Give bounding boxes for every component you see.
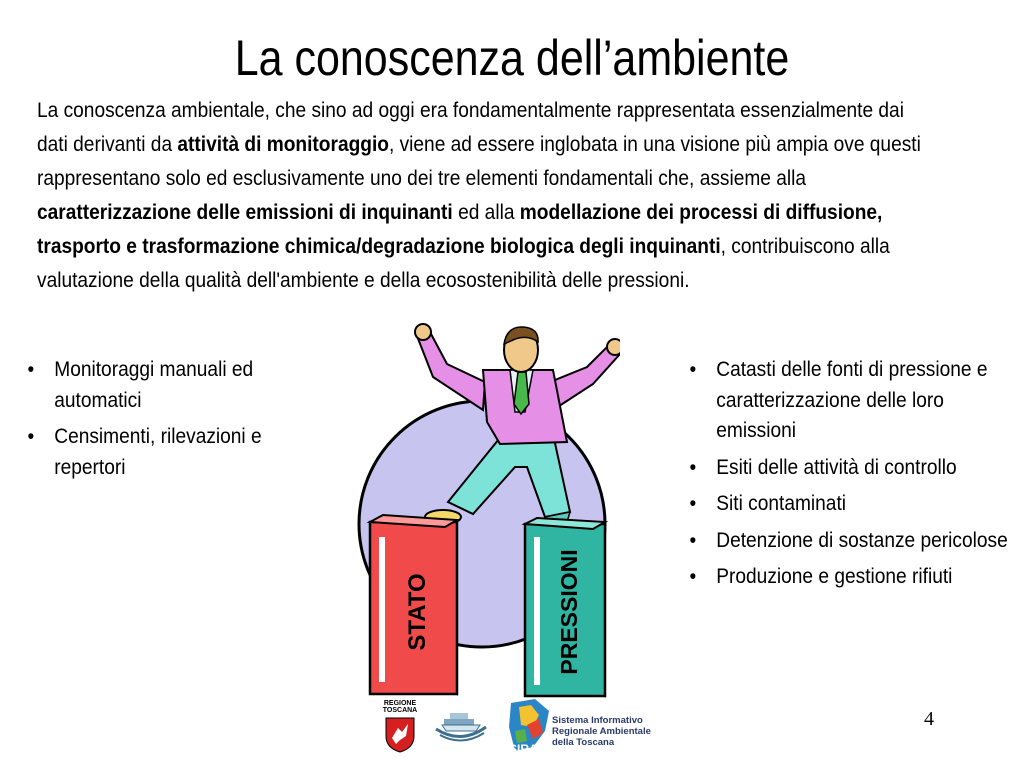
list-item: • Produzione e gestione rifiuti — [686, 561, 1015, 592]
intro-bold-emissioni: caratterizzazione delle emissioni di inquinanti — [37, 200, 453, 224]
sira-line-3: della Toscana — [552, 737, 615, 748]
intro-text-4: , contribuiscono alla valutazione della qualità dell'ambiente e della ecosostenibilità delle pressioni. — [37, 234, 890, 292]
man-left-arm — [417, 332, 485, 410]
stato-pillar — [370, 515, 457, 694]
ship-logo-icon — [432, 705, 490, 747]
left-bullet-list — [24, 354, 309, 488]
sira-mark: SIRA — [509, 742, 538, 756]
list-item: • Catasti delle fonti di pressione e caratterizzazione delle loro emissioni — [686, 354, 1015, 446]
list-item: • Monitoraggi manuali ed automatici — [24, 354, 309, 415]
list-item: • Censimenti, rilevazioni e repertori — [24, 421, 309, 482]
left-hand — [415, 324, 431, 340]
pegasus-shield-icon — [380, 714, 420, 754]
intro-text-1: La conoscenza ambientale, che sino ad oggi era fondamentalmente rappresentata essenzialmente dai dati derivanti da — [37, 98, 904, 156]
sira-logo — [505, 697, 651, 757]
man-on-pillars-illustration — [355, 322, 620, 700]
intro-paragraph — [37, 93, 927, 297]
list-item: • Detenzione di sostanze pericolose — [686, 525, 1015, 556]
tuscany-map-icon — [505, 697, 553, 757]
right-bullet-list — [686, 354, 1015, 598]
pressioni-label: PRESSIONI — [556, 549, 582, 675]
page-title: La conoscenza dell’ambiente — [234, 30, 790, 86]
regione-toscana-logo — [380, 700, 420, 756]
sira-text — [552, 715, 652, 748]
toscana-label: TOSCANA — [382, 707, 418, 714]
right-hand — [607, 339, 620, 355]
stato-label: STATO — [404, 573, 431, 651]
pressioni-pillar — [525, 518, 605, 696]
list-item: • Siti contaminati — [686, 488, 1015, 519]
intro-text-2: , viene ad essere inglobata in una visione più ampia ove questi rappresentano solo ed esclusivamente uno dei tre elementi fondamentali che, assieme alla — [37, 132, 921, 190]
intro-text-3: ed alla — [452, 200, 520, 224]
intro-bold-monitoraggio: attività di monitoraggio — [177, 132, 389, 156]
list-item: • Esiti delle attività di controllo — [686, 452, 1015, 483]
sira-line-2: Regionale Ambientale — [552, 726, 651, 737]
sira-line-1: Sistema Informativo — [552, 715, 643, 726]
page-number: 4 — [924, 708, 934, 730]
regione-label: REGIONE — [383, 700, 417, 707]
intro-bold-modellazione: modellazione dei processi di diffusione, trasporto e trasformazione chimica/degradazione biologica degli inquinanti — [37, 200, 883, 258]
